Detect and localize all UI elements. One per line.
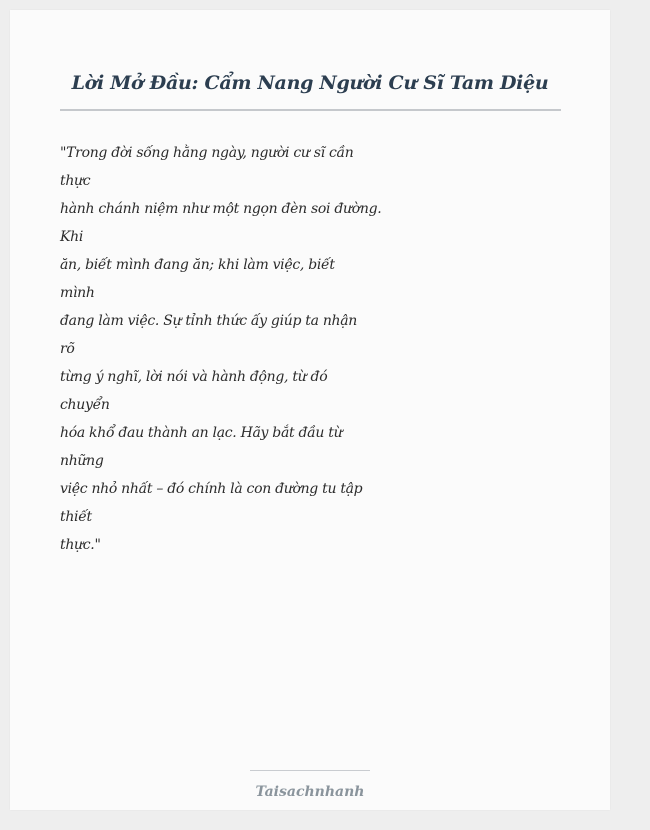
text-line: thực [60, 173, 91, 189]
document-page [10, 10, 610, 810]
text-line: chuyển [60, 397, 110, 413]
footer-text: Taisachnhanh [255, 784, 365, 800]
text-line: mình [60, 285, 95, 301]
text-line: những [60, 453, 104, 469]
text-line: thiết [60, 509, 92, 525]
text-line: Khi [60, 229, 84, 245]
text-line: đang làm việc. Sự tỉnh thức ấy giúp ta nhận [60, 313, 358, 329]
title-divider [60, 109, 561, 111]
text-line: "Trong đời sống hằng ngày, người cư sĩ cần [60, 145, 354, 161]
text-line: từng ý nghĩ, lời nói và hành động, từ đó [60, 369, 328, 385]
text-line: hóa khổ đau thành an lạc. Hãy bắt đầu từ [60, 425, 343, 441]
text-line: rõ [60, 341, 75, 357]
text-line: ăn, biết mình đang ăn; khi làm việc, biết [60, 257, 335, 273]
page-title: Lời Mở Đầu: Cẩm Nang Người Cư Sĩ Tam Diệu [71, 72, 549, 94]
footer-divider [250, 770, 370, 771]
text-line: thực." [60, 537, 101, 553]
text-line: hành chánh niệm như một ngọn đèn soi đường. [60, 201, 382, 217]
text-line: việc nhỏ nhất – đó chính là con đường tu tập [60, 481, 363, 497]
body-paragraph [60, 142, 382, 562]
